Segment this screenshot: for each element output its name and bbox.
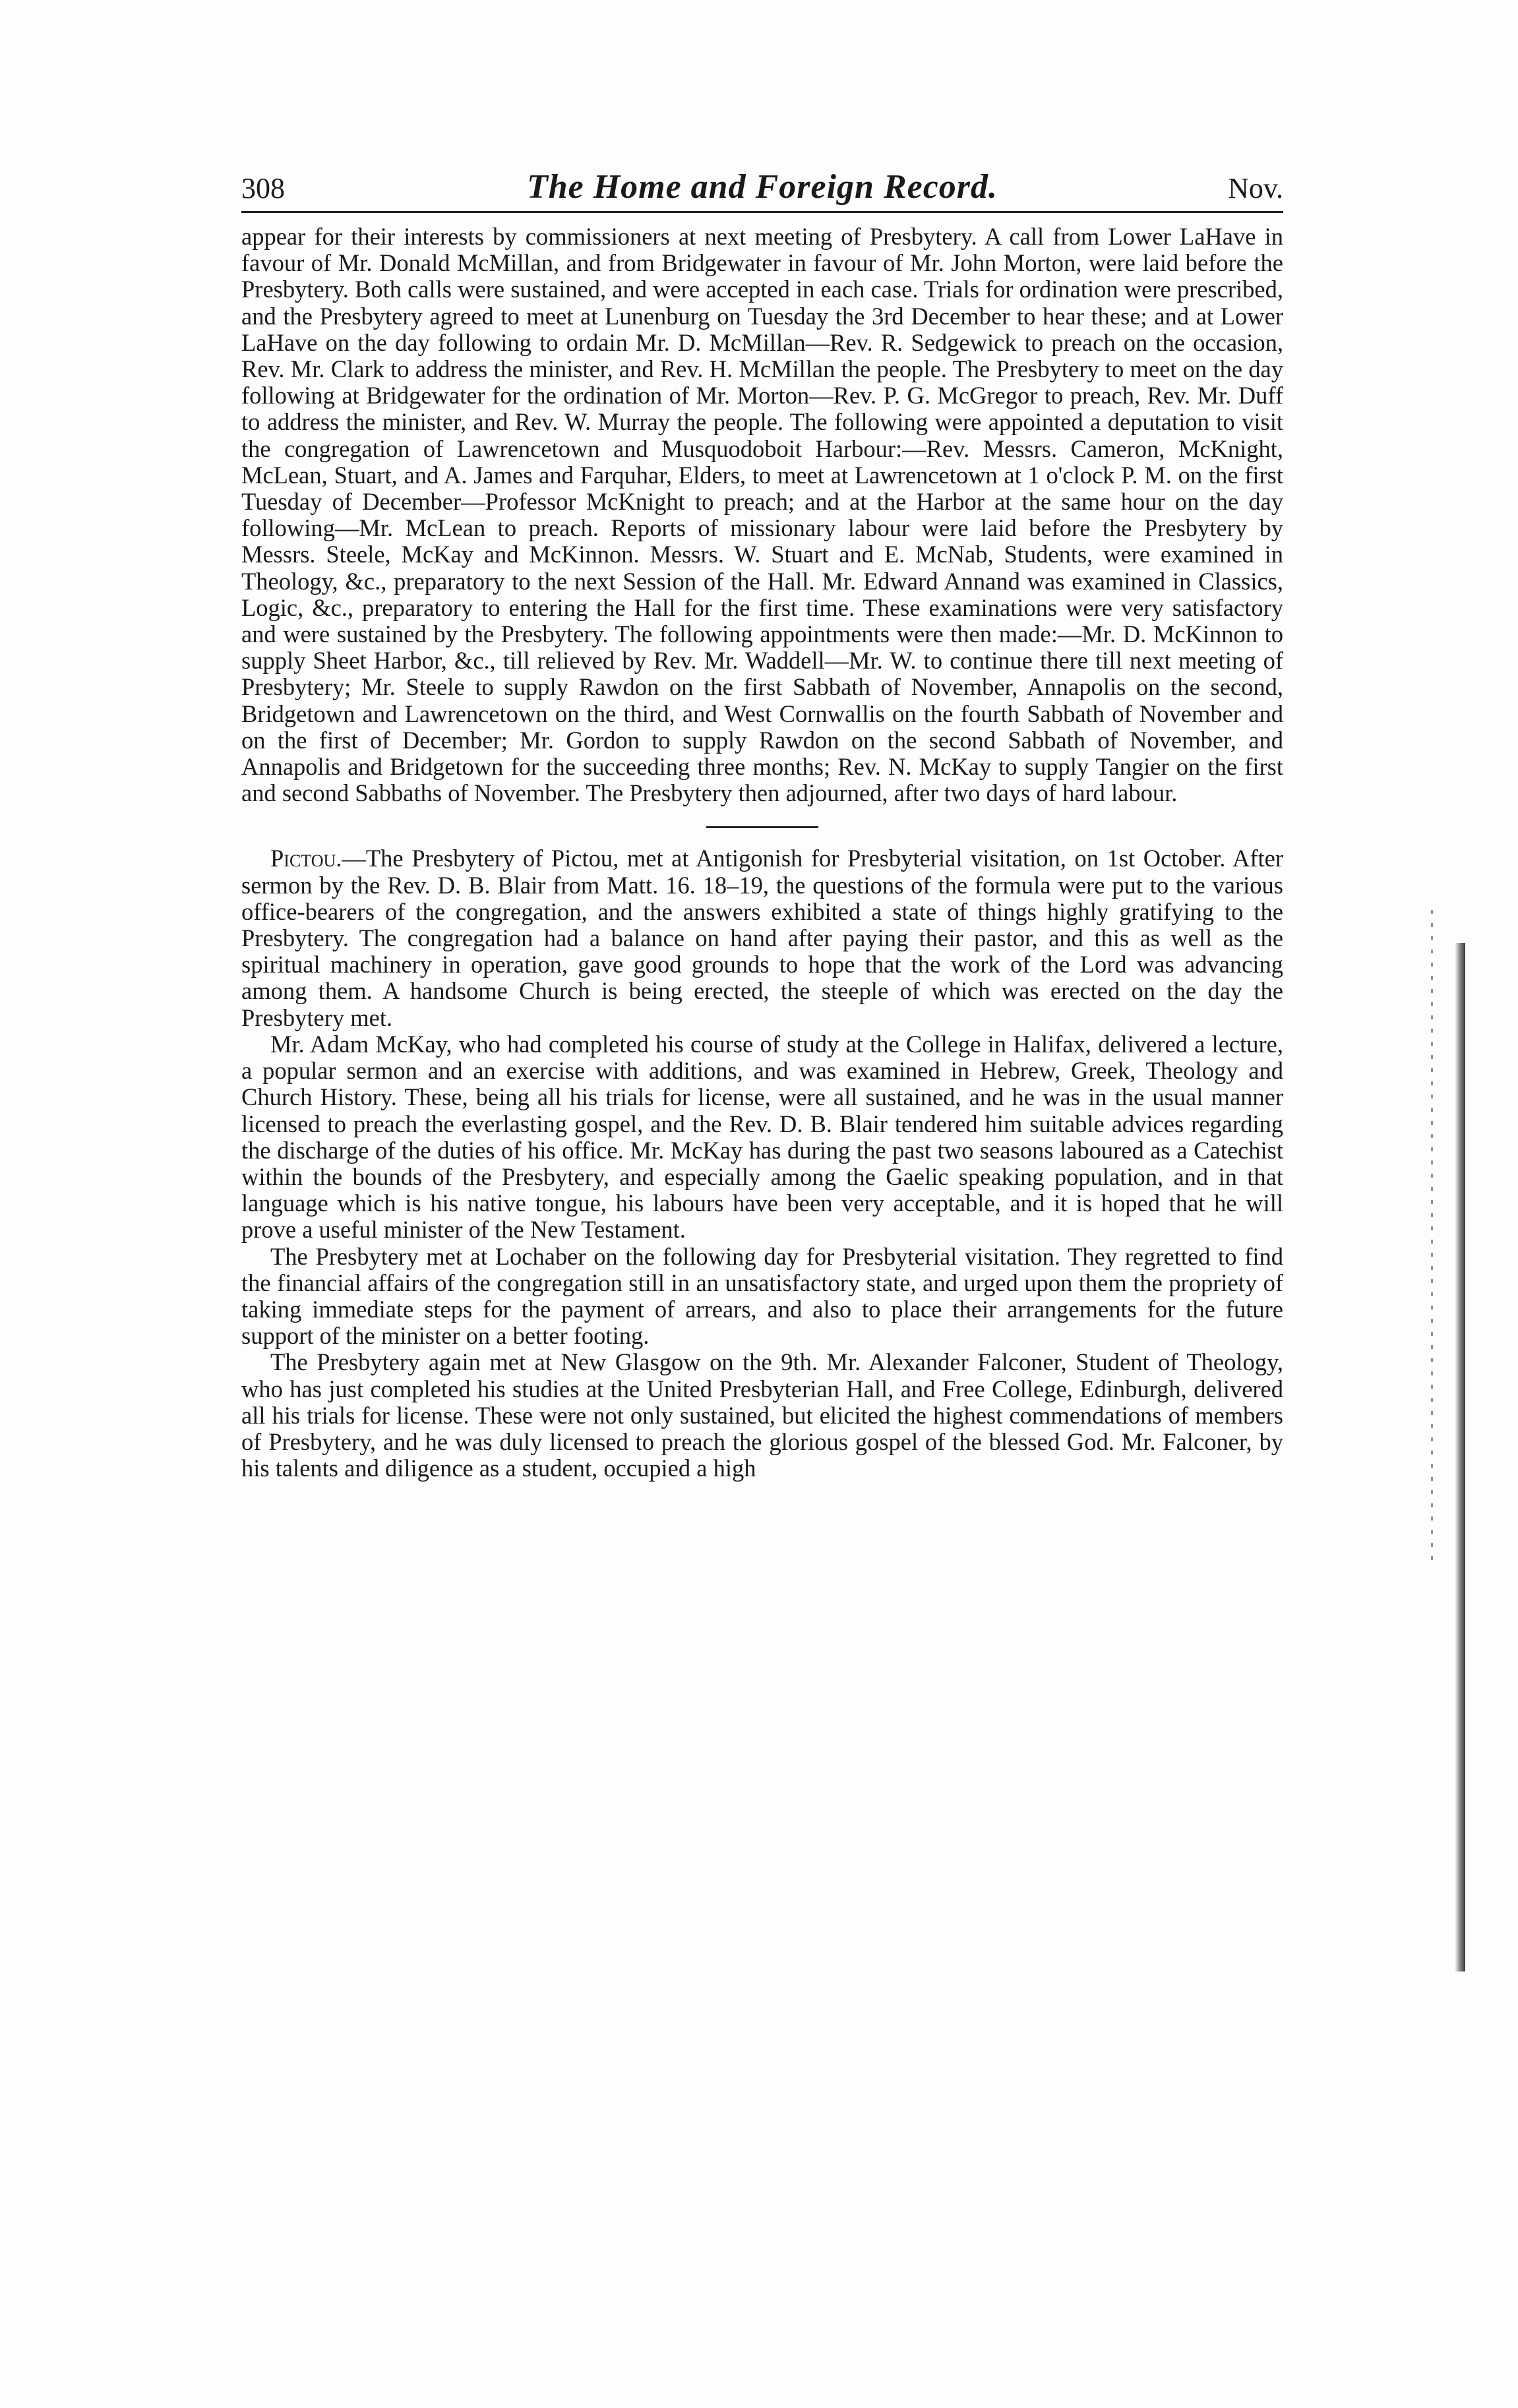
section-divider [706, 826, 818, 828]
article-body [241, 224, 1283, 1482]
paragraph-adam-mckay: Mr. Adam McKay, who had completed his course of study at the College in Halifax, delivered a lecture, a popular sermon and an exercise with additions, and was examined in Hebrew, Greek, Theology and Church History. These, being all his trials for license, were all sustained, and he was in the usual manner licensed to preach the everlasting gospel, and the Rev. D. B. Blair tendered him suitable advices regarding the discharge of the duties of his office. Mr. McKay has during the past two seasons laboured as a Catechist within the bounds of the Presbytery, and especially among the Gaelic speaking population, and in that language which is his native tongue, his labours have been very acceptable, and it is hoped that he will prove a useful minister of the New Testament. [241, 1030, 1283, 1244]
running-header [241, 152, 1283, 213]
paragraph-new-glasgow: The Presbytery again met at New Glasgow on the 9th. Mr. Alexander Falconer, Student of Theology, who has just completed his studies at the United Presbyterian Hall, and Free College, Edinburgh, delivered all his trials for license. These were not only sustained, but elicited the highest commendations of members of Presbytery, and he was duly licensed to preach the glorious gospel of the blessed God. Mr. Falconer, by his talents and diligence as a student, occupied a high [241, 1348, 1283, 1482]
pictou-lead: Pictou [270, 845, 336, 872]
paragraph-pictou [241, 845, 1283, 1031]
pictou-text: .—The Presbytery of Pictou, met at Antigonish for Presbyterial visitation, on 1st October. After sermon by the Rev. D. B. Blair from Matt. 16. 18–19, the questions of the formula were put to the various office-bearers of the congregation, and the answers exhibited a state of things highly gratifying to the Presbytery. The congregation had a balance on hand after paying their pastor, and this as well as the spiritual machinery in operation, gave good grounds to hope that the work of the Lord was advancing among them. A handsome Church is being erected, the steeple of which was erected on the day the Presbytery met. [241, 845, 1283, 1031]
page-edge-shadow [1455, 943, 1465, 1972]
page-number: 308 [241, 172, 285, 204]
running-title: The Home and Foreign Record. [526, 168, 998, 206]
paragraph-lochaber: The Presbytery met at Lochaber on the following day for Presbyterial visitation. They regretted to find the financial affairs of the congregation still in an unsatisfactory state, and urged upon them the propriety of taking immediate steps for the payment of arrears, and also to place their arrangements for the future support of the minister on a better footing. [241, 1242, 1283, 1350]
page [241, 152, 1283, 1482]
paragraph-halifax-presbytery: appear for their interests by commissioners at next meeting of Presbytery. A call from Lower LaHave in favour of Mr. Donald McMillan, and from Bridgewater in favour of Mr. John Morton, were laid before the Presbytery. Both calls were sustained, and were accepted in each case. Trials for ordination were prescribed, and the Presbytery agreed to meet at Lunenburg on Tuesday the 3rd December to hear these; and at Lower LaHave on the day following to ordain Mr. D. McMillan—Rev. R. Sedgewick to preach on the occasion, Rev. Mr. Clark to address the minister, and Rev. H. McMillan the people. The Presbytery to meet on the day following at Bridgewater for the ordination of Mr. Morton—Rev. P. G. McGregor to preach, Rev. Mr. Duff to address the minister, and Rev. W. Murray the people. The following were appointed a deputation to visit the congregation of Lawrencetown and Musquodoboit Harbour:—Rev. Messrs. Cameron, McKnight, McLean, Stuart, and A. James and Farquhar, Elders, to meet at Lawrencetown at 1 o'clock P. M. on the first Tuesday of December—Professor McKnight to preach; and at the Harbor at the same hour on the day following—Mr. McLean to preach. Reports of missionary labour were laid before the Presbytery by Messrs. Steele, McKay and McKinnon. Messrs. W. Stuart and E. McNab, Students, were examined in Theology, &c., preparatory to the next Session of the Hall. Mr. Edward Annand was examined in Classics, Logic, &c., preparatory to entering the Hall for the first time. These examinations were very satisfactory and were sustained by the Presbytery. The following appointments were then made:—Mr. D. McKinnon to supply Sheet Harbor, &c., till relieved by Rev. Mr. Waddell—Mr. W. to continue there till next meeting of Presbytery; Mr. Steele to supply Rawdon on the first Sabbath of November, Annapolis on the second, Bridgetown and Lawrencetown on the third, and West Cornwallis on the fourth Sabbath of November and on the first of December; Mr. Gordon to supply Rawdon on the second Sabbath of November, and Annapolis and Bridgetown for the succeeding three months; Rev. N. McKay to supply Tangier on the first and second Sabbaths of November. The Presbytery then adjourned, after two days of hard labour. [241, 223, 1283, 807]
page-edge-mark [1431, 910, 1433, 1569]
issue-month: Nov. [1228, 172, 1283, 204]
